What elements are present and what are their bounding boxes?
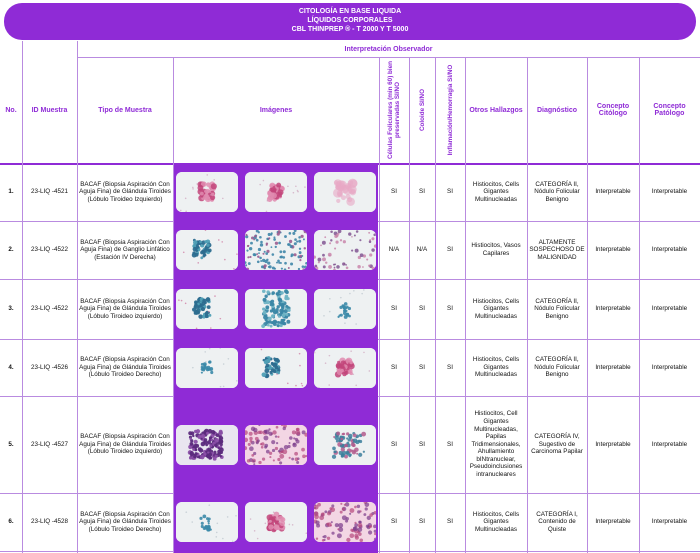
other-findings: Histiocitos, Vasos Capilares [471,242,521,257]
concepto-citologo-value: Interpretable [595,518,631,526]
micrograph-image[interactable] [245,425,307,465]
micrograph-image[interactable] [176,172,238,212]
inflamacion-value: SI [447,440,453,448]
celulas-value: SI [391,518,397,526]
concepto-citologo-value: Interpretable [595,246,631,254]
concepto-citologo-value: Interpretable [595,188,631,196]
col-no: No. [5,106,17,114]
column-divider [465,57,466,553]
concepto-patologo-value: Interpretable [651,518,688,526]
group-header: Interpretación Observador [344,45,433,53]
micrograph-image[interactable] [176,348,238,388]
col-celulas-foliculares: Células Foliculares (min 60) bien preservadas SI/NO [387,61,401,159]
concepto-patologo-value: Interpretable [651,188,688,196]
inflamacion-value: SI [447,246,453,254]
celulas-value: SI [391,363,397,371]
inflamacion-value: SI [447,188,453,196]
diagnosis: CATEGORÍA IV, Sugestivo de Carcinoma Papilar [531,433,583,456]
row-number: 4. [8,363,14,371]
celulas-value: SI [391,305,397,313]
row-number: 1. [8,188,14,196]
concepto-patologo-value: Interpretable [651,363,688,371]
other-findings: Histiocitos, Cells Gigantes Multinucleadas [472,356,520,379]
micrograph-image[interactable] [245,502,307,542]
column-divider [77,41,78,553]
celulas-value: SI [391,440,397,448]
sample-id: 23-LIQ -4527 [30,440,69,448]
concepto-citologo-value: Interpretable [595,363,631,371]
sample-id: 23-LIQ -4528 [30,518,69,526]
concepto-patologo-value: Interpretable [651,305,688,313]
diagnosis: CATEGORÍA II, Nódulo Folicular Benigno [534,180,580,203]
diagnosis: CATEGORÍA II, Nódulo Folicular Benigno [534,356,580,379]
other-findings: Histiocitos, Cell Gigantes Multinucleadas, Papilas Tridimensionales, Ahullamiento bINtranuclear, Pseudoinclusiones intranucleares [469,410,523,479]
inflamacion-value: SI [447,363,453,371]
col-imagenes: Imágenes [259,106,293,114]
micrograph-image[interactable] [314,172,376,212]
title-line-3: CBL THINPREP ® - T 2000 Y T 5000 [291,26,409,33]
col-coloide: Coloide SI/NO [418,89,426,131]
col-concepto-citologo: Concepto Citólogo [596,103,630,117]
micrograph-image[interactable] [314,502,376,542]
coloide-value: SI [419,305,425,313]
sample-id: 23-LIQ -4526 [30,363,69,371]
col-concepto-patologo: Concepto Patólogo [653,103,686,117]
micrograph-image[interactable] [245,172,307,212]
concepto-citologo-value: Interpretable [595,305,631,313]
micrograph-image[interactable] [176,289,238,329]
row-number: 5. [8,440,14,448]
micrograph-image[interactable] [176,502,238,542]
coloide-value: SI [419,188,425,196]
sample-type: BACAF (Biopsia Aspiración Con Aguja Fina) de Glándula Tiroides (Lóbulo Tiroideo izquierdo) [79,433,171,456]
col-id-muestra: ID Muestra [31,106,68,114]
micrograph-image[interactable] [314,348,376,388]
other-findings: Histiocitos, Cells Gigantes Multinucleadas [472,297,520,320]
sample-type: BACAF (Biopsia Aspiración Con Aguja Fina) de Glándula Tiroides (Lóbulo Tiroideo izquierdo) [79,297,171,320]
coloide-value: SI [419,363,425,371]
sample-id: 23-LIQ -4521 [30,188,69,196]
coloide-value: SI [419,440,425,448]
diagnosis: CATEGORÍA II, Nódulo Folicular Benigno [534,297,580,320]
concepto-citologo-value: Interpretable [595,440,631,448]
col-inflamacion-hemorragia: Inflamación/Hemorragia SI/NO [446,64,454,156]
celulas-value: N/A [388,246,400,254]
diagnosis: ALTAMENTE SOSPECHOSO DE MALIGNIDAD [529,238,585,261]
concepto-patologo-value: Interpretable [651,440,688,448]
column-divider [527,57,528,553]
sample-type: BACAF (Biopsia Aspiración Con Aguja Fina) de Glándula Tiroides (Lóbulo Tiroideo Izquierdo) [79,180,171,203]
col-diagnostico: Diagnóstico [536,106,578,114]
sample-type: BACAF (Biopsia Aspiración Con Aguja Fina) de Glándula Tiroides (Lóbulo Tiroideo Derecho) [79,510,171,533]
inflamacion-value: SI [447,518,453,526]
inflamacion-value: SI [447,305,453,313]
grid-line [77,57,700,58]
sample-id: 23-LIQ -4522 [30,305,69,313]
micrograph-image[interactable] [245,230,307,270]
celulas-value: SI [391,188,397,196]
micrograph-image[interactable] [314,425,376,465]
micrograph-image[interactable] [314,289,376,329]
col-tipo-muestra: Tipo de Muestra [98,106,152,114]
row-number: 6. [8,518,14,526]
other-findings: Histiocitos, Cells Gigantes Multinucleadas [472,180,520,203]
coloide-value: N/A [416,246,428,254]
sample-id: 23-LIQ -4522 [30,246,69,254]
row-number: 2. [8,246,14,254]
micrograph-image[interactable] [176,425,238,465]
row-number: 3. [8,305,14,313]
sample-type: BACAF (Biopsia Aspiración Con Aguja Fina) de Ganglio Linfático (Estación IV Derecha) [80,238,170,261]
concepto-patologo-value: Interpretable [651,246,688,254]
title-line-2: LÍQUIDOS CORPORALES [307,17,393,24]
micrograph-image[interactable] [245,289,307,329]
title-line-1: CITOLOGÍA EN BASE LIQUIDA [298,8,402,15]
diagnosis: CATEGORÍA I, Contenido de Quiste [536,510,578,533]
coloide-value: SI [419,518,425,526]
micrograph-image[interactable] [176,230,238,270]
sample-type: BACAF (Biopsia Aspiración Con Aguja Fina) de Glándula Tiroides (Lóbulo Tiroideo Derecho) [79,356,171,379]
other-findings: Histiocitos, Cells Gigantes Multinucleadas [472,510,520,533]
col-otros-hallazgos: Otros Hallazgos [469,106,523,114]
report-title-banner [4,3,696,40]
micrograph-image[interactable] [245,348,307,388]
micrograph-image[interactable] [314,230,376,270]
